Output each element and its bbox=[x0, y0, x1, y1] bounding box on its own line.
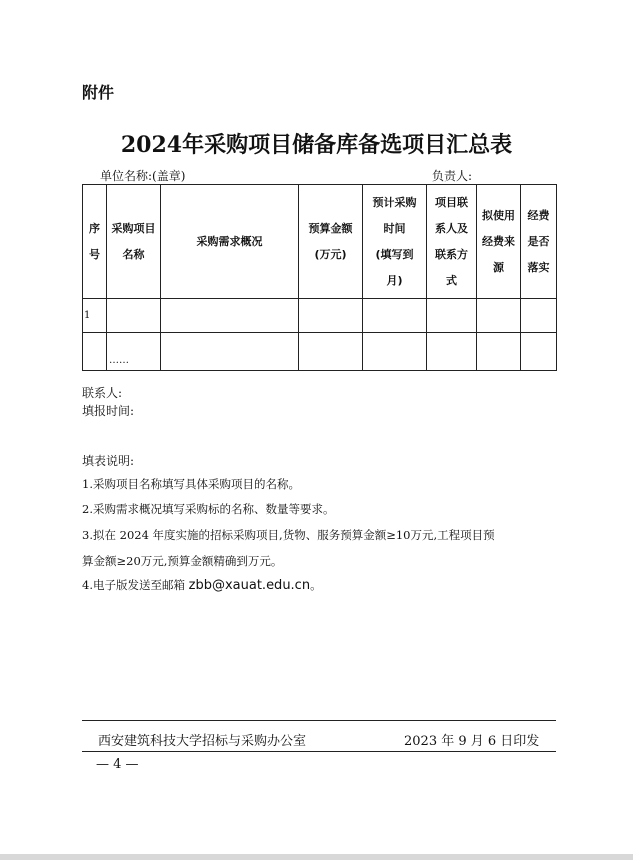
responsible-person-label: 负责人: bbox=[432, 169, 473, 183]
summary-table bbox=[82, 184, 557, 371]
note-3: 3.拟在 2024 年度实施的招标采购项目,货物、服务预算金额≥10万元,工程项目预 bbox=[82, 528, 495, 542]
table-header-row bbox=[83, 185, 557, 299]
footer-date: 2023 年 9 月 6 日印发 bbox=[404, 734, 540, 749]
page-title: 2024年采购项目储备库备选项目汇总表 bbox=[120, 132, 513, 158]
table-cell bbox=[299, 333, 363, 371]
table-cell bbox=[477, 299, 521, 333]
table-cell bbox=[521, 333, 557, 371]
table-cell-ellipsis: …… bbox=[107, 333, 161, 371]
note-4 bbox=[82, 577, 322, 593]
note-1: 1.采购项目名称填写具体采购项目的名称。 bbox=[82, 477, 300, 491]
notes-title: 填表说明: bbox=[82, 454, 135, 468]
note-4-end: 。 bbox=[310, 578, 322, 592]
table-cell bbox=[161, 299, 299, 333]
note-2: 2.采购需求概况填写采购标的名称、数量等要求。 bbox=[82, 502, 335, 516]
bottom-scroll-bar bbox=[0, 854, 633, 860]
attachment-label: 附件 bbox=[82, 83, 115, 102]
footer-bottom-rule bbox=[82, 751, 556, 752]
table-row bbox=[83, 333, 557, 371]
contact-label: 联系人: bbox=[82, 386, 123, 400]
table-cell bbox=[299, 299, 363, 333]
note-3-continued: 算金额≥20万元,预算金额精确到万元。 bbox=[82, 554, 283, 568]
header-requirement-summary: 采购需求概况 bbox=[161, 185, 299, 299]
table-cell bbox=[83, 333, 107, 371]
note-4-text: 4.电子版发送至邮箱 bbox=[82, 578, 189, 592]
table-cell bbox=[363, 299, 427, 333]
fill-time-label: 填报时间: bbox=[82, 404, 135, 418]
table-cell bbox=[363, 333, 427, 371]
header-fund-secured: 经费 是否 落实 bbox=[521, 185, 557, 299]
table-cell bbox=[427, 299, 477, 333]
header-project-name: 采购项目 名称 bbox=[107, 185, 161, 299]
table-cell: 1 bbox=[83, 299, 107, 333]
table-cell bbox=[107, 299, 161, 333]
footer-office: 西安建筑科技大学招标与采购办公室 bbox=[98, 734, 307, 749]
table-cell bbox=[521, 299, 557, 333]
table-row bbox=[83, 299, 557, 333]
page-number: — 4 — bbox=[96, 757, 139, 772]
header-fund-source: 拟使用 经费来 源 bbox=[477, 185, 521, 299]
table-cell bbox=[427, 333, 477, 371]
unit-name-label: 单位名称:(盖章) bbox=[100, 169, 186, 183]
header-budget: 预算金额 (万元) bbox=[299, 185, 363, 299]
footer-top-rule bbox=[82, 720, 556, 721]
header-serial-number: 序 号 bbox=[83, 185, 107, 299]
email-address: zbb@xauat.edu.cn bbox=[188, 578, 311, 593]
header-contact: 项目联 系人及 联系方 式 bbox=[427, 185, 477, 299]
table-cell bbox=[161, 333, 299, 371]
header-planned-time: 预计采购 时间 (填写到 月) bbox=[363, 185, 427, 299]
table-cell bbox=[477, 333, 521, 371]
